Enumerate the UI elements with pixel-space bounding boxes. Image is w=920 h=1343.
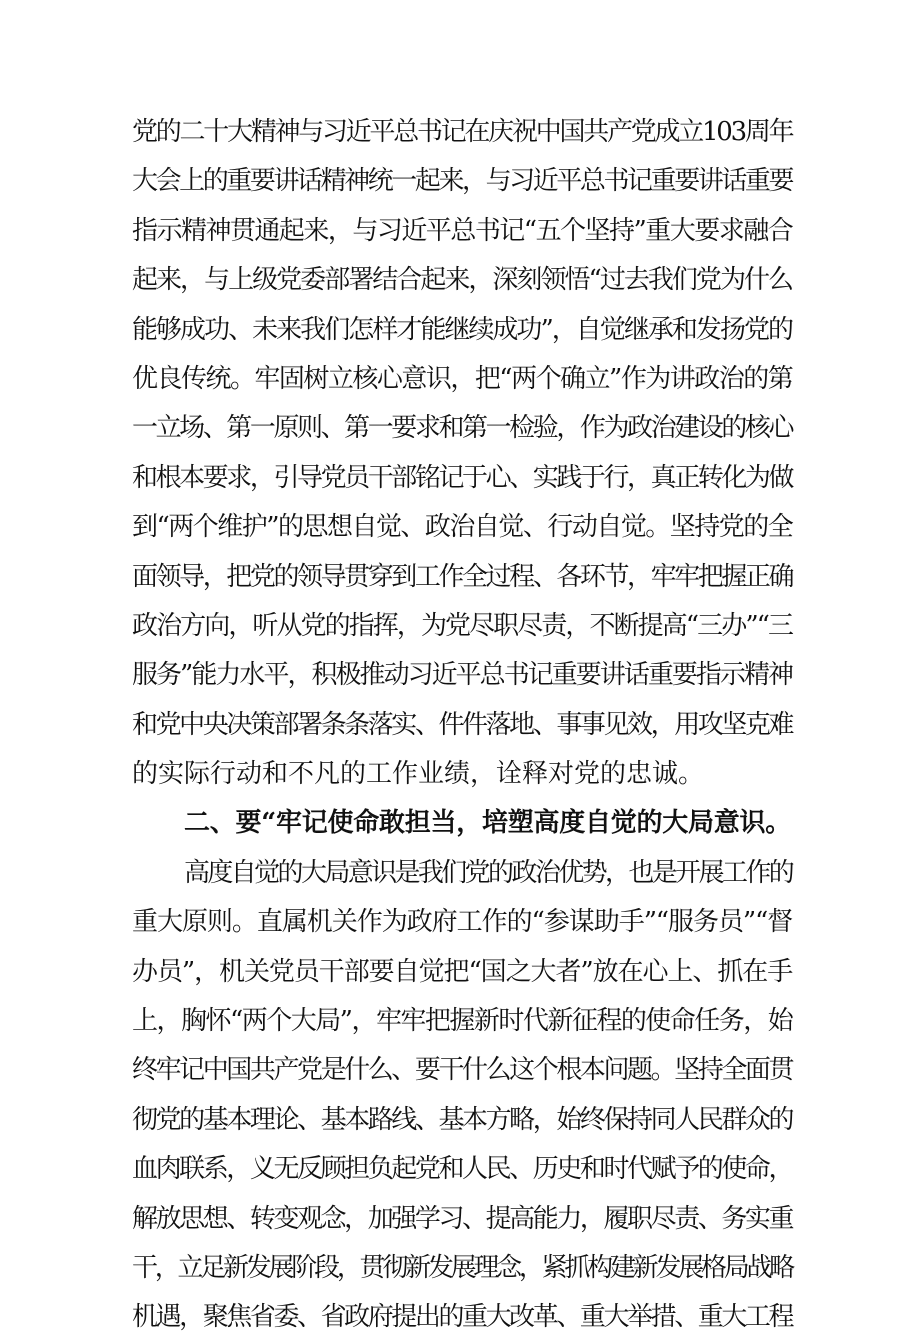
paragraph-line: 和根本要求，引导党员干部铭记于心、实践于行，真正转化为做	[132, 462, 792, 493]
paragraph-line: 和党中央决策部署条条落实、件件落地、事事见效，用攻坚克难	[132, 709, 792, 740]
paragraph-line: 一立场、第一原则、第一要求和第一检验，作为政治建设的核心	[132, 413, 792, 444]
section-heading: 二、要“牢记使命敢担当，培塑高度自觉的大局意识。	[184, 808, 791, 839]
paragraph-line: 办员”，机关党员干部要自觉把“国之大者”放在心上、抓在手	[132, 956, 792, 987]
paragraph-line: 起来，与上级党委部署结合起来，深刻领悟“过去我们党为什么	[132, 265, 792, 296]
paragraph-line: 终牢记中国共产党是什么、要干什么这个根本问题。坚持全面贯	[132, 1055, 792, 1086]
paragraph-line: 到“两个维护”的思想自觉、政治自觉、行动自觉。坚持党的全	[132, 512, 792, 543]
paragraph-line: 干，立足新发展阶段，贯彻新发展理念，紧抓构建新发展格局战略	[132, 1252, 792, 1283]
paragraph-line: 政治方向，听从党的指挥，为党尽职尽责，不断提高“三办”“三	[132, 610, 792, 641]
paragraph-line: 上，胸怀“两个大局”，牢牢把握新时代新征程的使命任务，始	[132, 1006, 792, 1037]
paragraph-line: 彻党的基本理论、基本路线、基本方略，始终保持同人民群众的	[132, 1104, 792, 1135]
paragraph-line: 能够成功、未来我们怎样才能继续成功”，自觉继承和发扬党的	[132, 314, 792, 345]
paragraph-line: 的实际行动和不凡的工作业绩，诠释对党的忠诚。	[132, 759, 705, 790]
paragraph-line: 指示精神贯通起来，与习近平总书记“五个坚持”重大要求融合	[132, 215, 792, 246]
paragraph-line: 党的二十大精神与习近平总书记在庆祝中国共产党成立103周年	[132, 117, 793, 147]
paragraph-line: 优良传统。牢固树立核心意识，把“两个确立”作为讲政治的第	[132, 363, 792, 394]
paragraph-line: 服务”能力水平，积极推动习近平总书记重要讲话重要指示精神	[132, 660, 792, 691]
paragraph-line: 大会上的重要讲话精神统一起来，与习近平总书记重要讲话重要	[132, 166, 792, 197]
paragraph-line: 机遇，聚焦省委、省政府提出的重大改革、重大举措、重大工程	[132, 1302, 792, 1333]
document-body	[132, 108, 792, 1343]
paragraph-line: 面领导，把党的领导贯穿到工作全过程、各环节，牢牢把握正确	[132, 561, 792, 592]
paragraph-line: 高度自觉的大局意识是我们党的政治优势，也是开展工作的	[184, 857, 792, 888]
paragraph-line: 血肉联系，义无反顾担负起党和人民、历史和时代赋予的使命，	[132, 1154, 792, 1185]
paragraph-line: 重大原则。直属机关作为政府工作的“参谋助手”“服务员”“督	[132, 907, 792, 938]
paragraph-line: 解放思想、转变观念，加强学习、提高能力，履职尽责、务实重	[132, 1203, 792, 1234]
